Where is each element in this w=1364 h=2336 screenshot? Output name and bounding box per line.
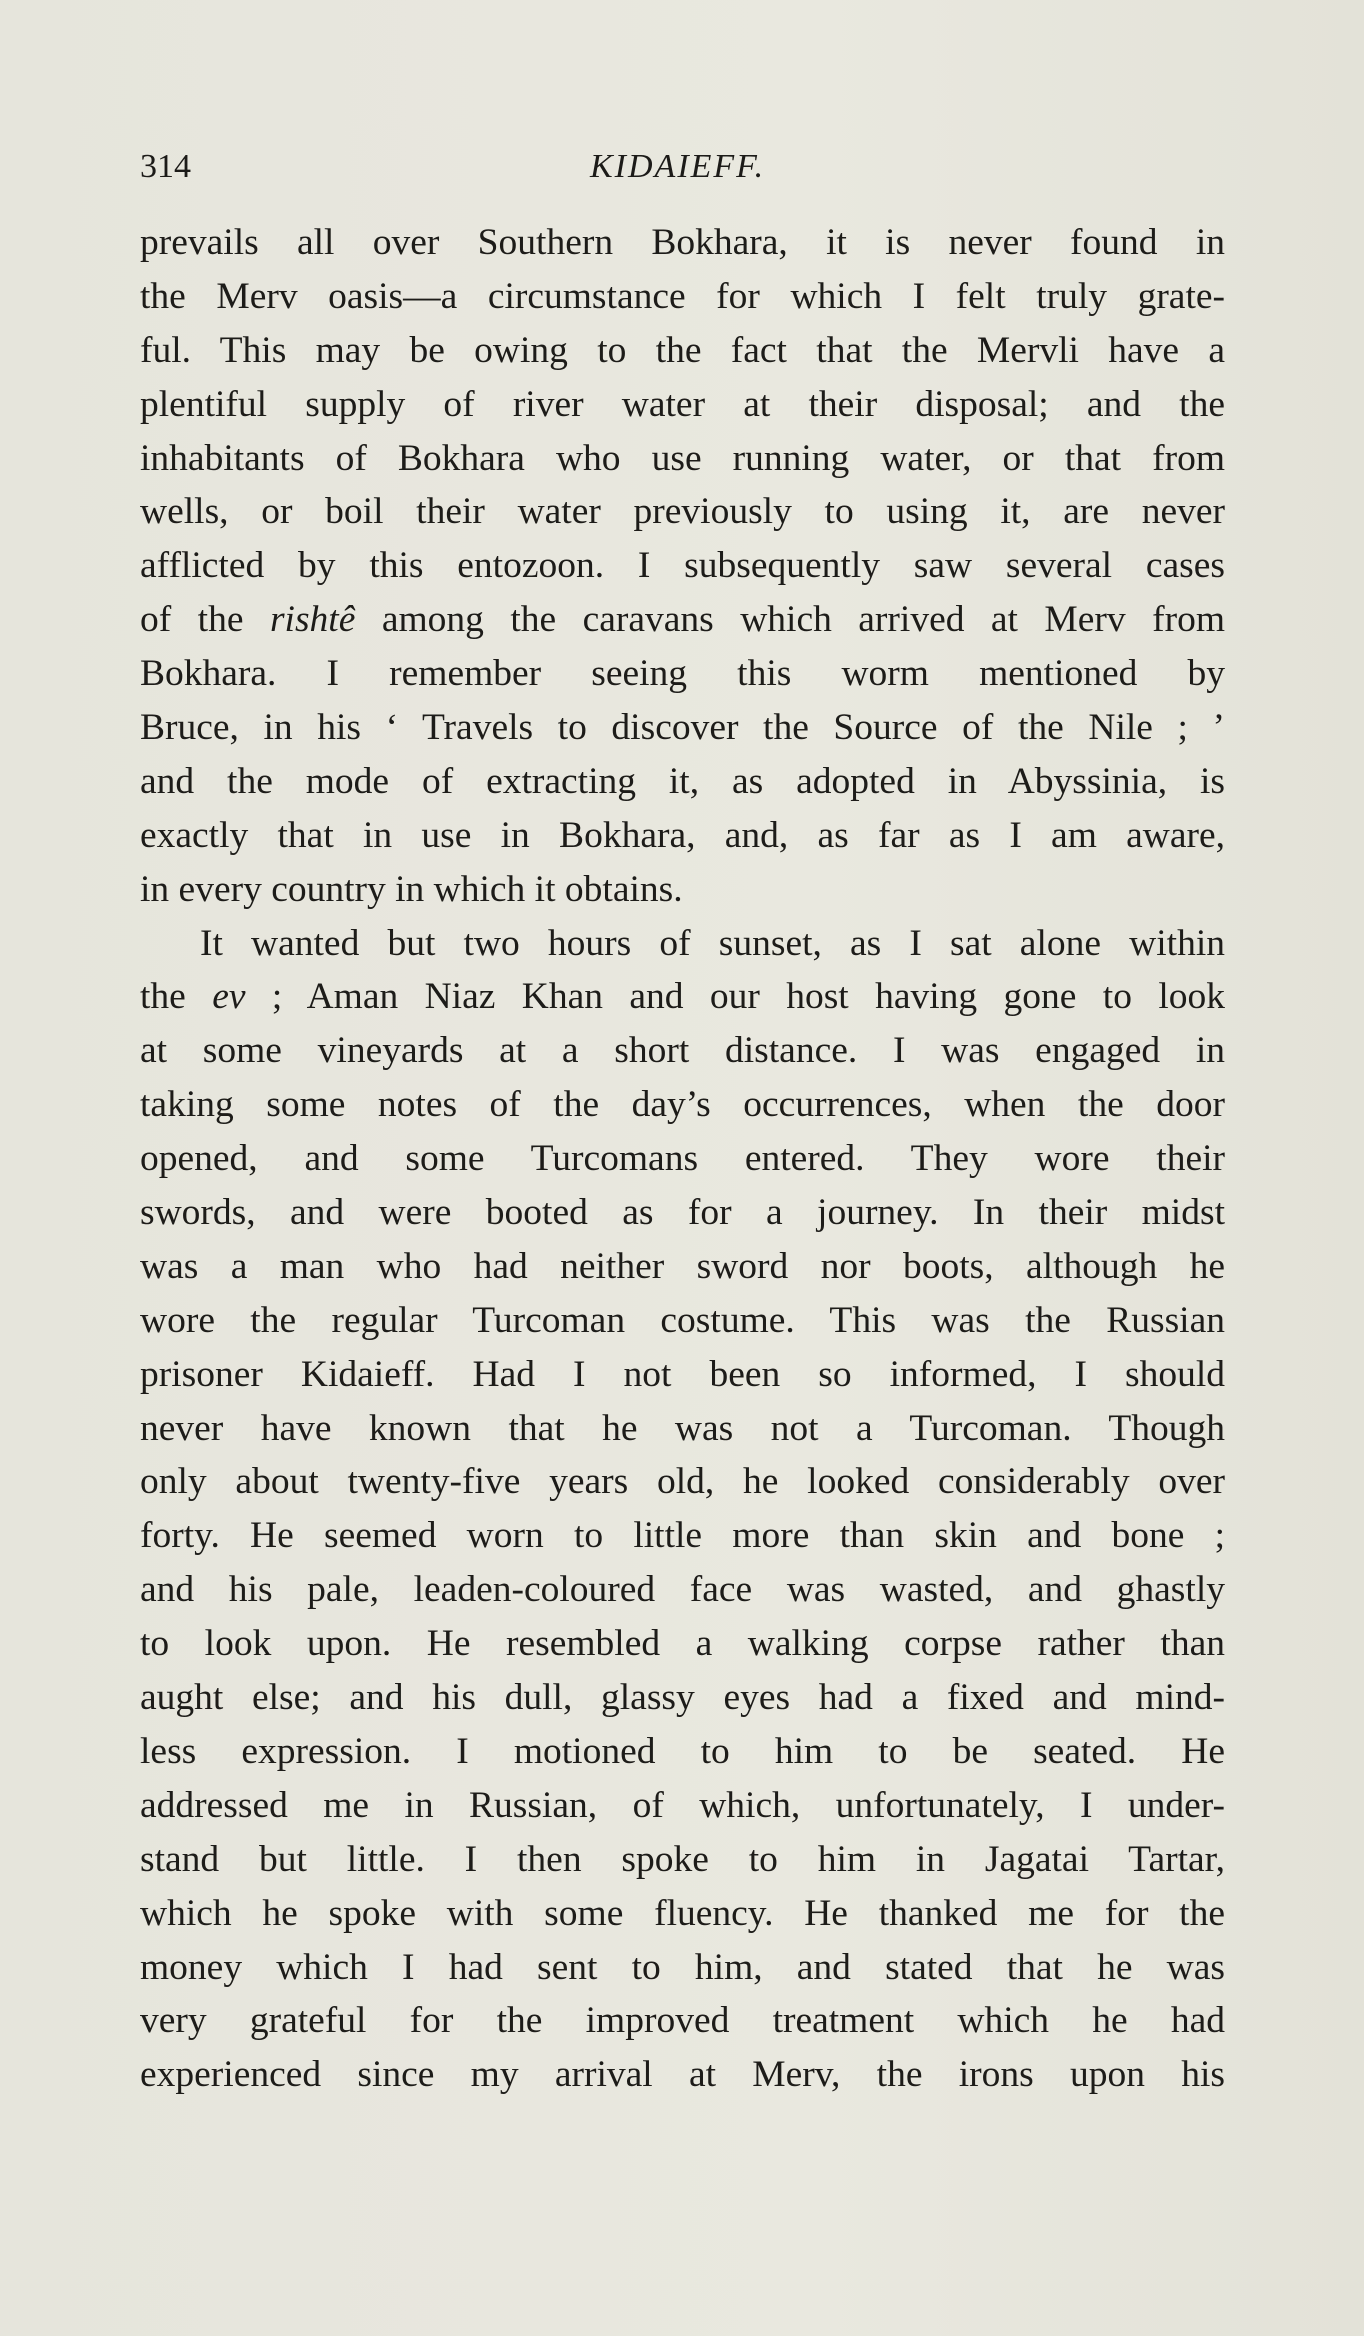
- text-line: and his pale, leaden-coloured face was wasted, and ghastly: [140, 1569, 1225, 1611]
- text-run: ; Aman Niaz Khan and our host having gone to look: [245, 976, 1225, 1018]
- text-line: [140, 593, 1225, 647]
- text-line: Bruce, in his ‘ Travels to discover the Source of the Nile ; ’: [140, 707, 1225, 749]
- text-line: only about twenty-five years old, he looked considerably over: [140, 1461, 1225, 1503]
- text-line: stand but little. I then spoke to him in Jagatai Tartar,: [140, 1838, 1225, 1880]
- text-line: never have known that he was not a Turcoman. Though: [140, 1407, 1225, 1449]
- text-line: in every country in which it obtains.: [140, 868, 683, 910]
- text-line: exactly that in use in Bokhara, and, as far as I am aware,: [140, 814, 1225, 856]
- text-line: addressed me in Russian, of which, unfortunately, I under-: [140, 1784, 1225, 1826]
- text-line: less expression. I motioned to him to be seated. He: [140, 1730, 1225, 1772]
- text-line: ful. This may be owing to the fact that the Mervli have a: [140, 329, 1225, 371]
- text-line: opened, and some Turcomans entered. They wore their: [140, 1138, 1225, 1180]
- text-line: prisoner Kidaieff. Had I not been so informed, I should: [140, 1353, 1225, 1395]
- text-line: It wanted but two hours of sunset, as I sat alone within: [200, 922, 1225, 964]
- text-line: the Merv oasis—a circumstance for which I felt truly grate-: [140, 275, 1225, 317]
- italic-term: rishtê: [269, 599, 356, 641]
- text-line: very grateful for the improved treatment which he had: [140, 2000, 1225, 2042]
- text-line: plentiful supply of river water at their disposal; and the: [140, 383, 1225, 425]
- text-line: to look upon. He resembled a walking corpse rather than: [140, 1623, 1225, 1665]
- text-run: among the caravans which arrived at Merv from: [355, 599, 1225, 641]
- running-title: KIDAIEFF.: [590, 148, 766, 185]
- text-line: was a man who had neither sword nor boots, although he: [140, 1245, 1225, 1287]
- text-line: and the mode of extracting it, as adopted in Abyssinia, is: [140, 760, 1225, 802]
- text-line: Bokhara. I remember seeing this worm mentioned by: [140, 653, 1225, 695]
- text-line: swords, and were booted as for a journey. In their midst: [140, 1192, 1225, 1234]
- running-head: [140, 148, 1225, 198]
- text-run: the: [140, 976, 213, 1018]
- text-line: afflicted by this entozoon. I subsequently saw several cases: [140, 545, 1225, 587]
- text-line: experienced since my arrival at Merv, the irons upon his: [140, 2054, 1225, 2096]
- text-line: money which I had sent to him, and stated that he was: [140, 1946, 1225, 1988]
- text-line: aught else; and his dull, glassy eyes had a fixed and mind-: [140, 1677, 1225, 1719]
- italic-term: ev: [212, 976, 246, 1018]
- text-line: prevails all over Southern Bokhara, it is never found in: [140, 222, 1225, 263]
- text-run: of the: [140, 599, 270, 641]
- text-line: [140, 970, 1225, 1024]
- text-line: forty. He seemed worn to little more than skin and bone ;: [140, 1515, 1225, 1557]
- text-line: wore the regular Turcoman costume. This was the Russian: [140, 1299, 1225, 1341]
- text-line: taking some notes of the day’s occurrences, when the door: [140, 1084, 1225, 1126]
- page-number: 314: [140, 148, 191, 185]
- text-line: wells, or boil their water previously to using it, are never: [140, 491, 1225, 533]
- text-line: at some vineyards at a short distance. I was engaged in: [140, 1030, 1225, 1072]
- body-text: [140, 216, 1225, 2102]
- text-line: which he spoke with some fluency. He thanked me for the: [140, 1892, 1225, 1934]
- text-line: inhabitants of Bokhara who use running water, or that from: [140, 437, 1225, 479]
